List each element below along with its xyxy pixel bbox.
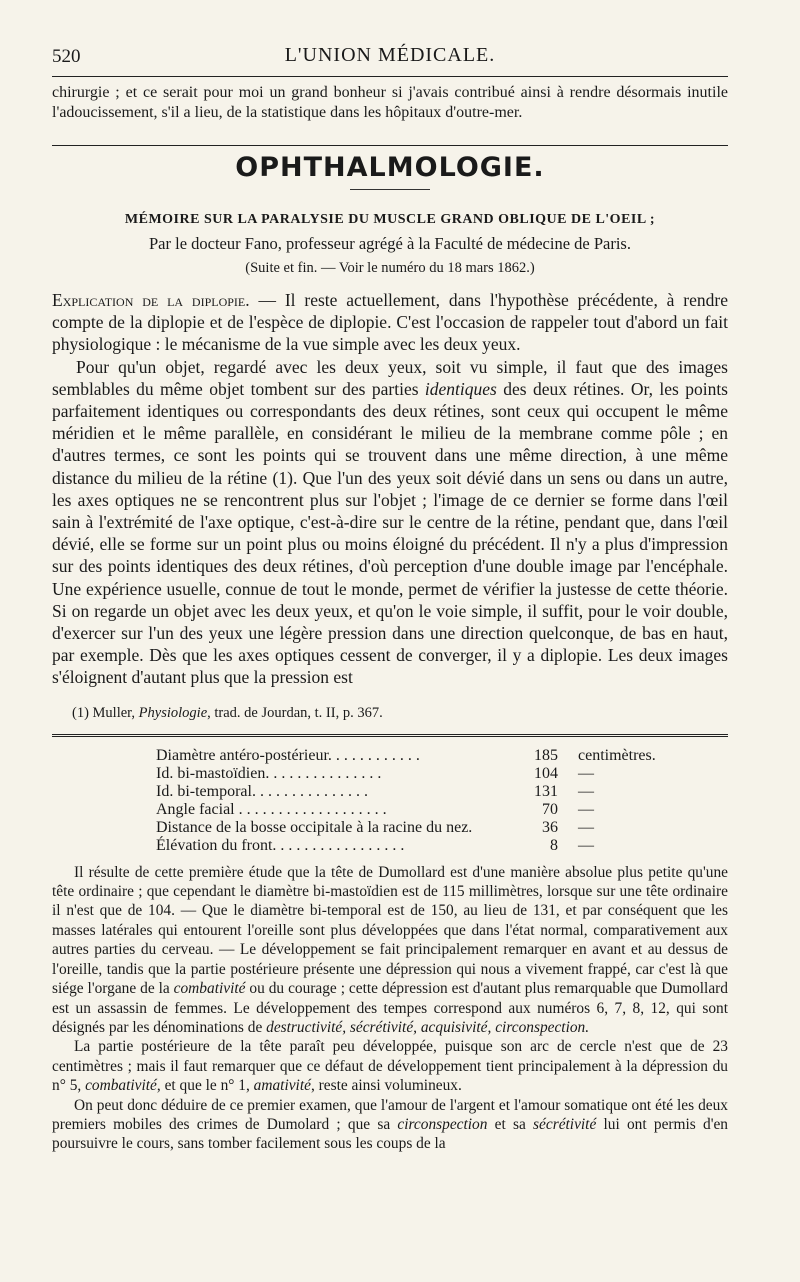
text-run: des deux rétines. Or, les points parfaitement identiques ou correspondants des deux rétines, sont ceux qui occupent le même méridien et le même parallèle, en considérant le milieu de la membrane comme pôle ; en d'autres termes, ce sont les points qui se trouvent dans une même direction, à une même distance du milieu de la rétine (1). Que l'un des yeux soit dévié dans un sens ou dans un autre, les axes optiques ne se rencontrent plus sur l'objet ; l'image de ce dernier se forme dans l'œil sain à l'extrémité de l'axe optique, c'est-à-dire sur le centre de la rétine, pendant que, dans l'œil dévié, elle se forme sur un point plus ou moins éloigné du précédent. Il n'y a plus d'impression sur des points identiques des deux rétines, d'où perception d'une double image par l'encéphale. Une expérience usuelle, connue de tout le monde, permet de vérifier la justesse de cette théorie. Si on regarde un objet avec les deux yeux, et qu'on le voie simple, il suffit, pour le voir double, d'exercer sur l'un des yeux une légère pression dans une direction quelconque, de bas en haut, par exemple. Dès que les axes optiques cessent de converger, il y a diplopie. Les deux images s'éloignent d'autant plus que la pression est bbox=[52, 378, 728, 688]
text-run: lui ont permis d'en poursuivre le cours, sans tomber facilement sous les coups de la bbox=[52, 1115, 728, 1153]
paragraph-dumollard-1 bbox=[52, 863, 728, 1038]
title-divider bbox=[350, 189, 430, 190]
measurement-label: Élévation du front. . . . . . . . . . . . . . . . . bbox=[156, 836, 405, 854]
running-title: L'UNION MÉDICALE. bbox=[284, 44, 496, 66]
section-title: OPHTHALMOLOGIE. bbox=[235, 152, 545, 183]
text-run: Pour qu'un objet, regardé avec les deux yeux, soit vu simple, il faut que des images semblables du même objet tombent sur des parties bbox=[52, 356, 728, 399]
measurement-value: 104 bbox=[534, 764, 558, 782]
header-rule bbox=[52, 76, 728, 77]
measurement-unit: — bbox=[578, 764, 594, 782]
measurement-value: 36 bbox=[542, 818, 558, 836]
measurement-unit: — bbox=[578, 782, 594, 800]
emphasis: combativité bbox=[173, 980, 246, 998]
footnote-text: , trad. de Jourdan, t. II, p. 367. bbox=[207, 704, 383, 721]
paragraph-vue-simple bbox=[52, 356, 728, 689]
measurement-row bbox=[156, 747, 662, 765]
memoire-title: MÉMOIRE SUR LA PARALYSIE DU MUSCLE GRAND OBLIQUE DE L'OEIL ; bbox=[124, 212, 656, 227]
emphasis: sécrétivité bbox=[533, 1115, 597, 1133]
page-number: 520 bbox=[52, 46, 81, 67]
measurement-label: Id. bi-temporal. . . . . . . . . . . . . . . bbox=[156, 782, 368, 800]
memoire-author: Par le docteur Fano, professeur agrégé à la Faculté de médecine de Paris. bbox=[149, 234, 631, 253]
paragraph-dumollard-2 bbox=[52, 1037, 728, 1095]
measurement-value: 131 bbox=[534, 782, 558, 800]
text-run: On peut donc déduire de ce premier examen, que l'amour de l'argent et l'amour somatique ont été les deux premiers mobiles des crimes de Dumolard ; que sa bbox=[52, 1096, 728, 1133]
measurement-row bbox=[156, 801, 662, 819]
measurements-table bbox=[156, 747, 662, 855]
emphasis: destructivité, sécrétivité, acquisivité, circonspection. bbox=[266, 1018, 590, 1036]
text-run: , et que le n° 1, bbox=[156, 1077, 254, 1095]
measurement-label: Angle facial . . . . . . . . . . . . . . . . . . . bbox=[156, 800, 387, 818]
memoire-suite: (Suite et fin. — Voir le numéro du 18 mars 1862.) bbox=[245, 260, 535, 276]
footnote bbox=[52, 705, 728, 722]
measurement-label: Id. bi-mastoïdien. . . . . . . . . . . . . . . bbox=[156, 764, 382, 782]
paragraph-explication bbox=[52, 289, 728, 356]
page-header bbox=[52, 40, 728, 74]
measurement-row bbox=[156, 819, 662, 837]
text-run: et sa bbox=[487, 1115, 534, 1133]
footnote-emphasis: Physiologie bbox=[138, 704, 208, 721]
emphasis: amativité bbox=[253, 1077, 311, 1095]
footnote-text: (1) Muller, bbox=[72, 704, 139, 721]
measurement-label: Distance de la bosse occipitale à la racine du nez. bbox=[156, 818, 473, 836]
measurement-value: 70 bbox=[542, 800, 558, 818]
measurement-unit: — bbox=[578, 818, 594, 836]
text-run: La partie postérieure de la tête paraît peu développée, puisque son arc de cercle n'est que de 23 centimètres ; mais il faut remarquer que ce défaut de développement tient principalement à la dépression du n° 5, bbox=[52, 1038, 728, 1095]
measurement-row bbox=[156, 837, 662, 855]
paragraph-dumollard-3 bbox=[52, 1096, 728, 1154]
paragraph-text: — Il reste actuellement, dans l'hypothèse précédente, à rendre compte de la diplopie et de l'espèce de diplopie. C'est l'occasion de rappeler tout d'abord un fait physiologique : le mécanisme de la vue simple avec les deux yeux. bbox=[52, 290, 728, 355]
measurement-unit: — bbox=[578, 836, 594, 854]
measurement-label: Diamètre antéro-postérieur. . . . . . . . . . . . bbox=[156, 746, 420, 764]
measurement-row bbox=[156, 765, 662, 783]
text-run: , reste ainsi volumineux. bbox=[310, 1077, 462, 1095]
emphasis: circonspection bbox=[397, 1115, 488, 1133]
text-run: ou du courage ; cette dépression est d'autant plus remarquable que Dumollard est un assassin de femmes. Le développement des tempes correspond aux numéros 6, 7, 8, 12, qui sont désignés par les dénominations de bbox=[52, 980, 728, 1036]
paragraph-lead: Explication de la diplopie. bbox=[52, 290, 250, 310]
intro-paragraph: chirurgie ; et ce serait pour moi un grand bonheur si j'avais contribué ainsi à rendre désormais inutile l'adoucissement, s'il a lieu, de la statistique dans les hôpitaux d'outre-mer. bbox=[52, 84, 728, 121]
measurement-row bbox=[156, 783, 662, 801]
measurement-unit: centimètres. bbox=[578, 746, 656, 764]
article-separator bbox=[52, 734, 728, 737]
section-rule bbox=[52, 145, 728, 146]
measurement-value: 8 bbox=[550, 836, 558, 854]
measurement-value: 185 bbox=[534, 746, 558, 764]
text-run: Il résulte de cette première étude que la tête de Dumollard est d'une manière absolue plus petite qu'une tête ordinaire ; que cependant le diamètre bi-mastoïdien est de 115 millimètres, lorsque sur une tête ordinaire il n'est que de 104. — Que le diamètre bi-temporal est de 150, au lieu de 131, et par conséquent que les masses latérales qui entourent l'oreille sont plus développées que dans l'état normal, comparativement aux autres parties du cerveau. — Le développement se fait principalement remarquer en avant et au dessus de l'oreille, tandis que la partie postérieure présente une dépression qui nous a vivement frappé, car c'est là que siége l'organe de la bbox=[52, 863, 728, 998]
page bbox=[52, 40, 728, 1154]
measurement-unit: — bbox=[578, 800, 594, 818]
emphasis: identiques bbox=[424, 378, 497, 399]
emphasis: combativité bbox=[85, 1077, 157, 1095]
